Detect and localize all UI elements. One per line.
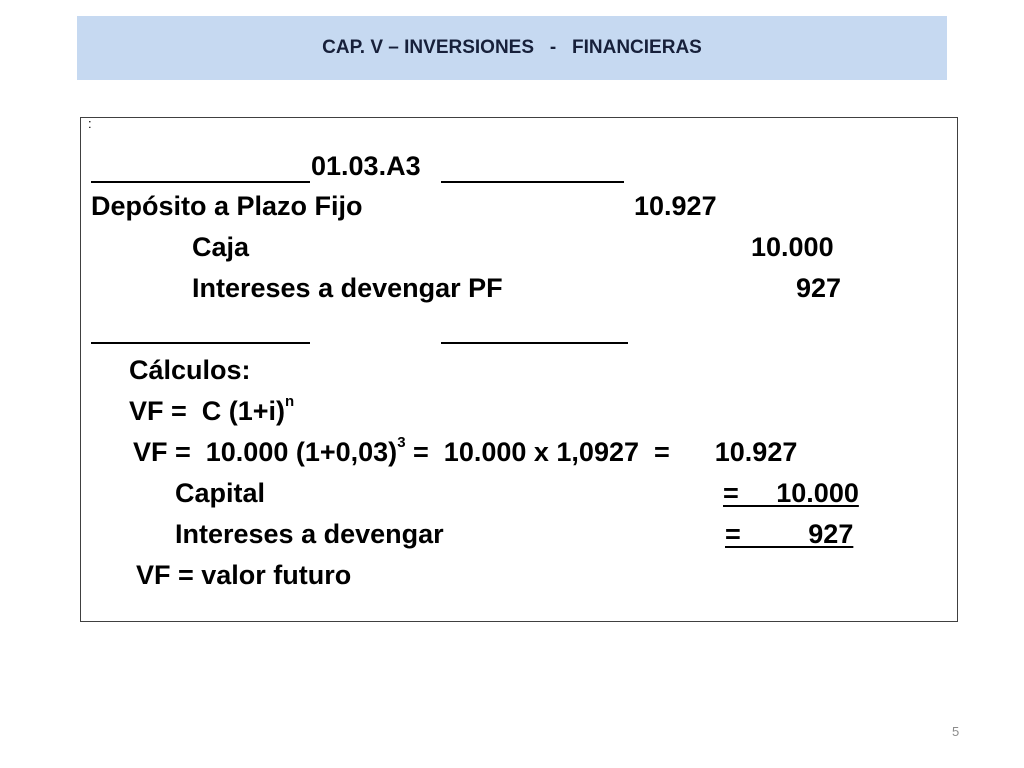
credit-amount-intereses: 927 [796,273,842,303]
page-number: 5 [952,724,960,739]
formula-base: VF = C (1+i) [129,396,286,426]
entry-rule-right [441,181,624,183]
entry-rule-left [91,181,310,183]
calc-part-1: VF = 10.000 (1+0,03) [133,437,398,467]
capital-value: = 10.000 [723,478,859,508]
interest-value: = 927 [725,519,854,549]
calc-line [133,436,797,468]
slide-title-banner [77,16,947,80]
formula-exponent: n [285,393,295,410]
credit-amount-caja: 10.000 [751,232,834,262]
calc-label: Cálculos: [129,355,251,385]
closing-rule-right [441,342,628,344]
colon-mark: : [88,116,92,131]
debit-amount: 10.927 [634,191,717,221]
credit-account-intereses: Intereses a devengar PF [192,273,503,303]
debit-account: Depósito a Plazo Fijo [91,191,363,221]
calc-exponent: 3 [397,434,406,451]
vf-definition: VF = valor futuro [136,560,352,590]
closing-rule-left [91,342,310,344]
calc-part-2: = 10.000 x 1,0927 = 10.927 [405,437,798,467]
slide-title: CAP. V – INVERSIONES - FINANCIERAS [322,37,702,58]
entry-code: 01.03.A3 [311,151,421,181]
interest-label: Intereses a devengar [175,519,444,549]
credit-account-caja: Caja [192,232,250,262]
formula-line [129,395,294,427]
capital-label: Capital [175,478,266,508]
